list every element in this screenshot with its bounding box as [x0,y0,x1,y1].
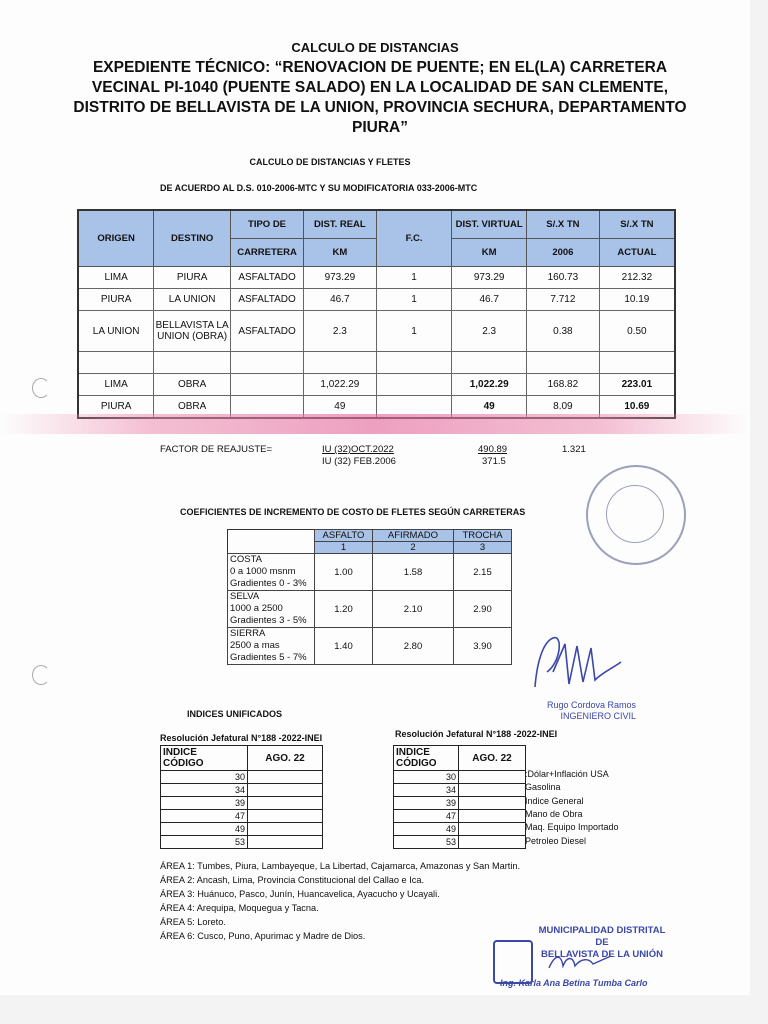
header-month: AGO. 22 [248,746,323,771]
header-indice: INDICE [396,747,430,758]
cell-destino: BELLAVISTA LA UNION (OBRA) [154,311,231,352]
table-row [161,810,323,823]
cell-sact: 0.50 [599,311,675,352]
cell-real: 49 [303,396,376,419]
table-row [161,797,323,810]
table-row [161,784,323,797]
header-s2006-bottom: 2006 [527,239,600,267]
cell-real [303,352,376,374]
cell-virtual: 973.29 [452,267,527,289]
index-legend: Maq. Equipo Importado [525,822,619,832]
index-legend: Petroleo Diesel [525,836,587,846]
index-code: 30 [394,771,459,784]
cell-real: 973.29 [303,267,376,289]
cell-destino: OBRA [154,374,231,396]
cell-sact: 10.69 [599,396,675,419]
cell-origen: LA UNION [78,311,154,352]
cell-origen: LIMA [78,374,154,396]
indices-table-right [393,745,526,849]
coef-zone-gradient: Gradientes 3 - 5% [230,615,307,626]
coef-zone-gradient: Gradientes 0 - 3% [230,578,307,589]
cell-s2006: 168.82 [527,374,600,396]
cell-virtual: 1,022.29 [452,374,527,396]
cell-sact: 223.01 [599,374,675,396]
engineer-name: Rugo Cordova Ramos [546,700,636,710]
punch-hole-mark [32,378,50,398]
cell-s2006: 0.38 [527,311,600,352]
header-tipo-top: TIPO DE [231,210,304,239]
table-row-empty [78,352,675,374]
cell-virtual: 46.7 [452,289,527,311]
table-row [394,784,526,797]
legal-norm-line: DE ACUERDO AL D.S. 010-2006-MTC Y SU MODIFICATORIA 033-2006-MTC [160,183,478,193]
coef-col-name: ASFALTO [315,530,373,542]
coef-value: 2.10 [373,591,454,628]
cell-s2006: 160.73 [527,267,600,289]
header-codigo: CÓDIGO [163,758,204,769]
document-top-title: CALCULO DE DISTANCIAS [291,40,459,55]
index-legend: :Dólar+Inflación USA [525,769,609,779]
index-code: 47 [394,810,459,823]
table-row [394,771,526,784]
cell-tipo: ASFALTADO [231,289,304,311]
index-legend: Gasolina [525,782,561,792]
cell-sact: 212.32 [599,267,675,289]
cell-origen [78,352,154,374]
header-month: AGO. 22 [459,746,526,771]
index-legend: Mano de Obra [525,809,583,819]
cell-tipo [231,374,304,396]
header-real-bottom: KM [303,239,376,267]
table-row [394,797,526,810]
area-item: ÁREA 4: Arequipa, Moquegua y Tacna. [160,903,319,913]
factor-iu2-label: IU (32) FEB.2006 [322,456,396,467]
indices-table-left [160,745,323,849]
cell-fc [376,374,452,396]
cell-real: 2.3 [303,311,376,352]
coef-zone-altitude: 1000 a 2500 [230,603,283,614]
table-row [78,289,675,311]
index-code: 53 [161,836,248,849]
coef-value: 2.90 [454,591,512,628]
factor-label: FACTOR DE REAJUSTE= [160,444,273,455]
cell-origen: LIMA [78,267,154,289]
cell-origen: PIURA [78,289,154,311]
coef-col-number: 2 [373,542,454,554]
cell-destino: LA UNION [154,289,231,311]
cell-tipo [231,352,304,374]
cell-destino: OBRA [154,396,231,419]
coef-value: 2.15 [454,554,512,591]
cell-sact: 10.19 [599,289,675,311]
municipal-signer: Ing. Karla Ana Betina Tumba Carlo [500,978,648,988]
coef-zone-altitude: 0 a 1000 msnm [230,566,296,577]
section-subtitle: CALCULO DE DISTANCIAS Y FLETES [249,157,411,167]
header-virtual-top: DIST. VIRTUAL [452,210,527,239]
header-s2006-top: S/.X TN [527,210,600,239]
table-row [78,311,675,352]
coef-value: 1.00 [315,554,373,591]
area-item: ÁREA 5: Loreto. [160,917,226,927]
right-resolution: Resolución Jefatural N°188 -2022-INEI [395,729,558,739]
engineer-signature [525,632,625,694]
index-legend: Indice General [525,796,584,806]
index-code: 34 [394,784,459,797]
header-destino: DESTINO [154,210,231,267]
header-virtual-bottom: KM [452,239,527,267]
table-row [228,554,512,591]
coef-col-name: TROCHA [454,530,512,542]
header-origen: ORIGEN [78,210,154,267]
table-row [394,823,526,836]
factor-iu1-label: IU (32)OCT.2022 [322,444,394,455]
index-code: 34 [161,784,248,797]
cell-s2006: 8.09 [527,396,600,419]
coef-zone-gradient: Gradientes 5 - 7% [230,652,307,663]
coef-zone: SELVA [230,591,260,602]
municipal-line2: BELLAVISTA DE LA UNIÓN [541,949,663,960]
cell-tipo: ASFALTADO [231,267,304,289]
index-code: 49 [161,823,248,836]
table-row [161,771,323,784]
coef-value: 1.40 [315,628,373,665]
coef-col-number: 1 [315,542,373,554]
area-item: ÁREA 1: Tumbes, Piura, Lambayeque, La Libertad, Cajamarca, Amazonas y San Martin. [160,861,521,871]
header-real-top: DIST. REAL [303,210,376,239]
municipal-signature [545,950,615,972]
index-code: 53 [394,836,459,849]
cell-fc: 1 [376,289,452,311]
coef-value: 1.20 [315,591,373,628]
coef-zone: SIERRA [230,628,266,639]
header-fc: F.C. [376,210,452,267]
area-item: ÁREA 3: Huánuco, Pasco, Junín, Huancavelica, Ayacucho y Ucayali. [160,889,440,899]
index-code: 39 [161,797,248,810]
table-row [161,836,323,849]
cell-fc [376,352,452,374]
area-item: ÁREA 2: Ancash, Lima, Provincia Constitucional del Callao e Ica. [160,875,425,885]
indices-title: INDICES UNIFICADOS [187,709,283,719]
cell-virtual: 2.3 [452,311,527,352]
municipal-round-seal [586,465,686,565]
coef-zone-altitude: 2500 a mas [230,640,280,651]
factor-iu2-value: 371.5 [482,456,506,467]
coef-value: 1.58 [373,554,454,591]
coef-col-name: AFIRMADO [373,530,454,542]
punch-hole-mark [32,665,50,685]
cell-destino [154,352,231,374]
cell-real: 1,022.29 [303,374,376,396]
header-codigo: CÓDIGO [396,758,437,769]
header-sact-top: S/.X TN [599,210,675,239]
coef-value: 2.80 [373,628,454,665]
pink-highlighter-mark [0,414,750,434]
table-row [161,823,323,836]
left-resolution: Resolución Jefatural N°188 -2022-INEI [160,733,323,743]
municipal-line1: MUNICIPALIDAD DISTRITAL DE [538,925,666,948]
engineer-role: INGENIERO CIVIL [560,711,636,721]
cell-virtual [452,352,527,374]
area-item: ÁREA 6: Cusco, Puno, Apurimac y Madre de Dios. [160,931,366,941]
coef-zone: COSTA [230,554,263,565]
distance-freight-table [77,209,676,419]
cell-origen: PIURA [78,396,154,419]
cell-tipo: ASFALTADO [231,311,304,352]
table-row [394,810,526,823]
index-code: 30 [161,771,248,784]
cell-destino: PIURA [154,267,231,289]
document-main-title: EXPEDIENTE TÉCNICO: “RENOVACION DE PUENTE; EN EL(LA) CARRETERA VECINAL PI-1040 (PUENTE SALADO) EN LA LOCALIDAD DE SAN CLEMENTE, DISTRITO DE BELLAVISTA DE LA UNION, PROVINCIA SECHURA, DEPARTAMENTO PIURA” [73,59,687,136]
factor-result: 1.321 [562,444,586,455]
coef-value: 3.90 [454,628,512,665]
index-code: 49 [394,823,459,836]
cell-sact [599,352,675,374]
areas-list [160,859,540,943]
engineer-stamp [506,700,636,722]
factor-iu1-value: 490.89 [478,444,508,455]
table-row [78,267,675,289]
index-code: 39 [394,797,459,810]
index-code: 47 [161,810,248,823]
coefficients-table [227,529,512,665]
cell-fc: 1 [376,267,452,289]
table-row [78,374,675,396]
header-sact-bottom: ACTUAL [599,239,675,267]
cell-s2006 [527,352,600,374]
cell-virtual: 49 [452,396,527,419]
cell-s2006: 7.712 [527,289,600,311]
header-indice: INDICE [163,747,197,758]
cell-real: 46.7 [303,289,376,311]
coef-col-number: 3 [454,542,512,554]
table-row [228,591,512,628]
coef-title: COEFICIENTES DE INCREMENTO DE COSTO DE FLETES SEGÚN CARRETERAS [180,507,526,517]
header-tipo-bottom: CARRETERA [231,239,304,267]
cell-fc: 1 [376,311,452,352]
table-row [394,836,526,849]
table-row [228,628,512,665]
